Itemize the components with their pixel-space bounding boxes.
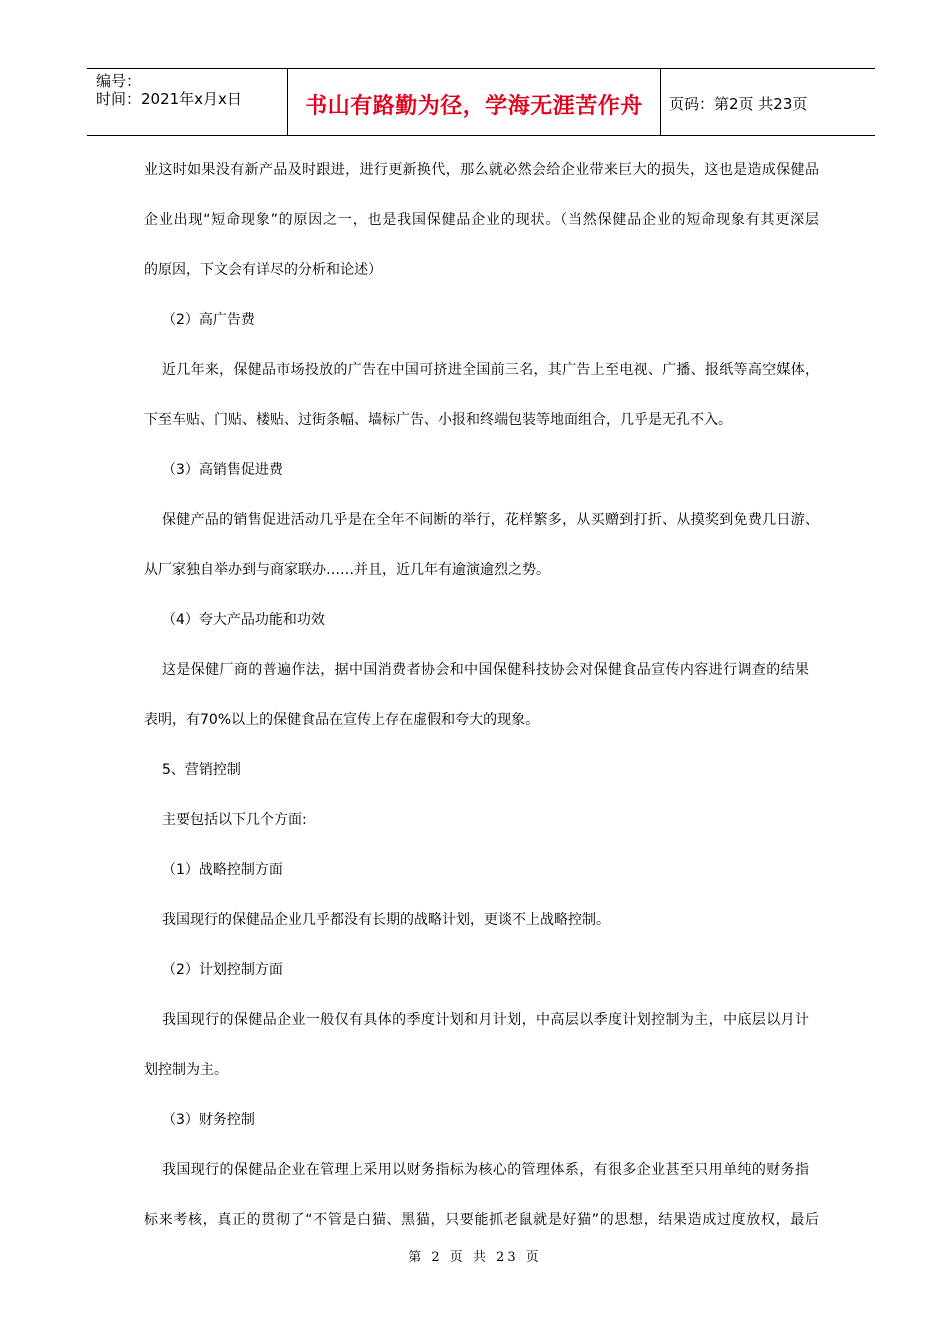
body-line: 我国现行的保健品企业一般仅有具体的季度计划和月计划，中高层以季度计划控制为主，中底层以月计 [162, 1012, 809, 1028]
body-line: 标来考核，真正的贯彻了“不管是白猫、黑猫，只要能抓老鼠就是好猫”的思想，结果造成过度放权，最后 [144, 1212, 819, 1228]
time-label: 时间：2021年x月x日 [96, 90, 242, 108]
body-line: 我国现行的保健品企业几乎都没有长期的战略计划，更谈不上战略控制。 [162, 912, 610, 928]
body-line: 企业出现“短命现象”的原因之一，也是我国保健品企业的现状。（当然保健品企业的短命现象有其更深层 [144, 212, 819, 228]
page-info: 页码：第2页 共23页 [669, 95, 808, 113]
page-header [87, 68, 875, 136]
body-line: 保健产品的销售促进活动几乎是在全年不间断的举行，花样繁多，从买赠到打折、从摸奖到免费几日游、 [162, 512, 819, 528]
body-line: 从厂家独自举办到与商家联办……并且，近几年有逾演逾烈之势。 [144, 562, 550, 578]
section-heading: （2）计划控制方面 [162, 962, 283, 978]
serial-label: 编号： [96, 72, 142, 90]
section-heading: （1）战略控制方面 [162, 862, 283, 878]
motto-text: 书山有路勤为径，学海无涯苦作舟 [305, 94, 643, 119]
body-line: 表明，有70%以上的保健食品在宣传上存在虚假和夸大的现象。 [144, 712, 540, 728]
body-line: 这是保健厂商的普遍作法，据中国消费者协会和中国保健科技协会对保健食品宣传内容进行调查的结果 [162, 662, 809, 678]
header-page-cell [661, 69, 875, 135]
body-line: 下至车贴、门贴、楼贴、过街条幅、墙标广告、小报和终端包装等地面组合，几乎是无孔不入。 [144, 412, 732, 428]
body-line: 近几年来，保健品市场投放的广告在中国可挤进全国前三名，其广告上至电视、广播、报纸等高空媒体， [162, 362, 819, 378]
section-heading: （2）高广告费 [162, 312, 255, 328]
header-meta-cell [87, 69, 287, 135]
page-footer: 第 2 页 共 23 页 [408, 1250, 542, 1265]
section-heading: （3）高销售促进费 [162, 462, 283, 478]
header-motto-cell [287, 69, 661, 135]
body-line: 的原因，下文会有详尽的分析和论述） [144, 262, 382, 278]
section-heading: （3）财务控制 [162, 1112, 255, 1128]
body-line: 主要包括以下几个方面: [162, 812, 307, 828]
body-line: 划控制为主。 [144, 1062, 228, 1078]
body-line: 我国现行的保健品企业在管理上采用以财务指标为核心的管理体系，有很多企业甚至只用单纯的财务指 [162, 1162, 809, 1178]
section-heading: （4）夸大产品功能和功效 [162, 612, 325, 628]
section-heading: 5、营销控制 [162, 762, 241, 778]
body-line: 业这时如果没有新产品及时跟进，进行更新换代，那么就必然会给企业带来巨大的损失，这也是造成保健品 [144, 162, 819, 178]
